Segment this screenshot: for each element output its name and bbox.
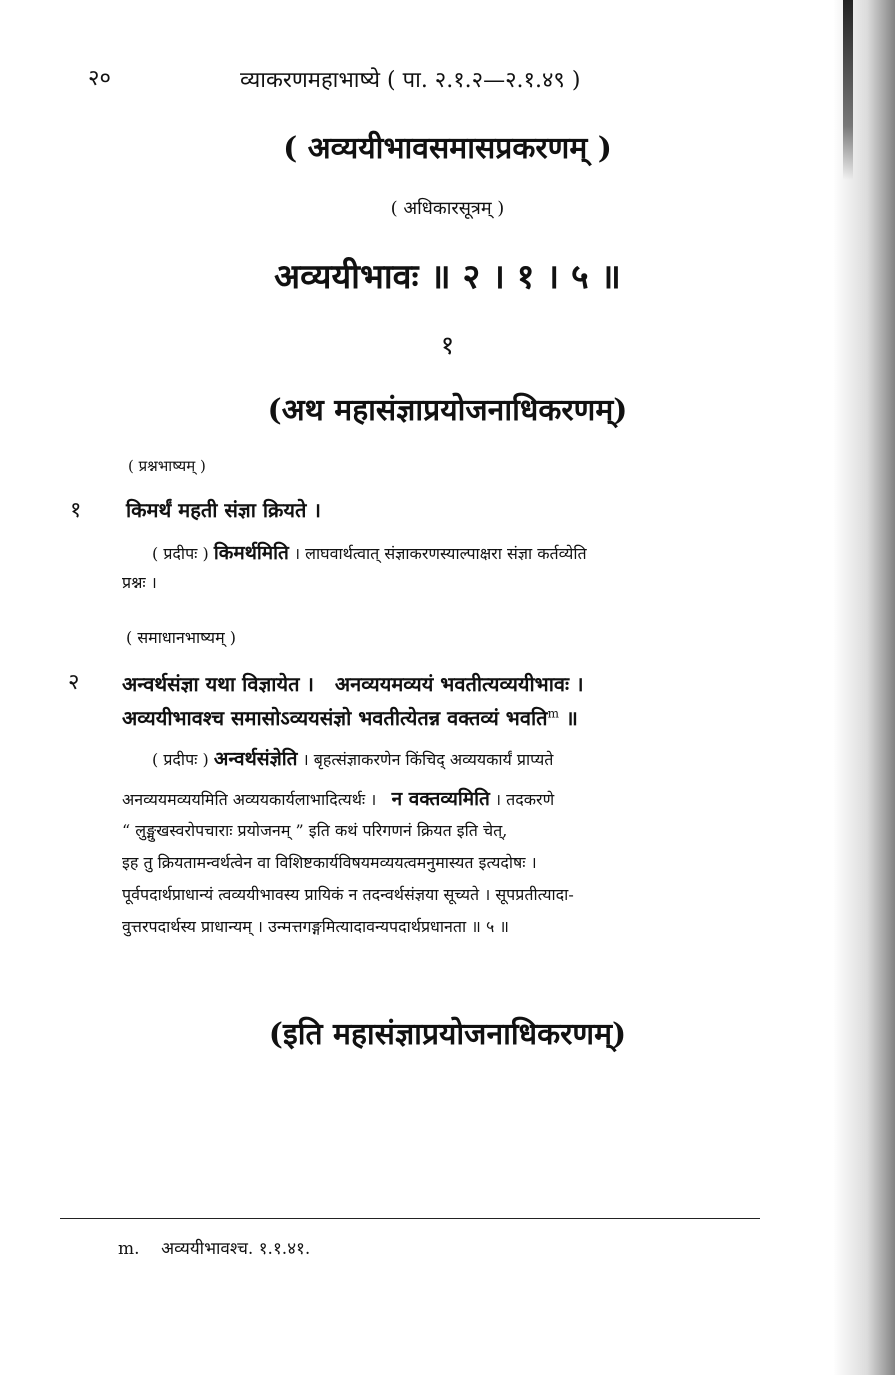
- pradipa-text: अनव्ययमव्ययमिति अव्ययकार्यलाभादित्यर्थः ।: [122, 790, 377, 809]
- pradipa-lemma: न वक्तव्यमिति: [391, 788, 490, 810]
- footnote: [118, 1236, 310, 1259]
- pradipa-label: ( प्रदीपः ): [152, 750, 209, 769]
- samadhana-bhashya-line-2: [122, 704, 578, 731]
- samadhana-pradipa-line-1: [152, 744, 772, 775]
- iti-title: (इति महासंज्ञाप्रयोजनाधिकरणम्): [268, 1017, 627, 1052]
- section-title: ( अव्ययीभावसमासप्रकरणम् ): [283, 131, 612, 166]
- samadhana-bhashya-line-1: अन्वर्थसंज्ञा यथा विज्ञायेत । अनव्ययमव्ययं भवतीत्यव्ययीभावः ।: [122, 672, 584, 696]
- prashna-label: ( प्रश्नभाष्यम् ): [128, 457, 206, 475]
- adhikarana-number: १: [440, 331, 455, 361]
- bhashya-text: अव्ययीभावश्च समासोऽव्ययसंज्ञो भवतीत्येतन्न वक्तव्यं भवति: [122, 706, 548, 730]
- pradipa-text: । तदकरणे: [494, 790, 555, 809]
- footnote-rule: [60, 1218, 760, 1219]
- footnote-text: अव्ययीभावश्च. १.१.४१.: [161, 1239, 311, 1259]
- pradipa-text: । लाघवार्थत्वात् संज्ञाकरणस्याल्पाक्षरा संज्ञा कर्तव्येति: [293, 544, 587, 563]
- prashna-pradipa-cont: प्रश्नः ।: [122, 573, 157, 592]
- samadhana-pradipa-line-2: [122, 784, 772, 815]
- running-title: व्याकरणमहाभाष्ये ( पा. २.१.२—२.१.४९ ): [240, 68, 581, 93]
- samadhana-pradipa-line-5: पूर्वपदार्थप्राधान्यं त्वव्ययीभावस्य प्रायिकं न तदन्वर्थसंज्ञया सूच्यते । सूपप्रतीत्यादा-: [122, 885, 574, 904]
- adhikara-label: ( अधिकारसूत्रम् ): [390, 198, 505, 219]
- pradipa-lemma: किमर्थमिति: [213, 542, 289, 564]
- samadhana-pradipa-line-3: “ लुङ्मुखस्वरोपचाराः प्रयोजनम् ” इति कथं परिगणनं क्रियत इति चेत्,: [122, 821, 508, 840]
- sutra-heading: अव्ययीभावः ॥ २ । १ । ५ ॥: [274, 257, 621, 297]
- samadhana-pradipa-line-4: इह तु क्रियतामन्वर्थत्वेन वा विशिष्टकार्यविषयमव्ययत्वमनुमास्यत इत्यदोषः ।: [122, 853, 537, 872]
- prashna-bhashya: किमर्थं महती संज्ञा क्रियते ।: [126, 498, 321, 522]
- bhashya-end: ॥: [558, 706, 578, 730]
- paragraph-number: १: [70, 498, 82, 523]
- pradipa-text: । बृहत्संज्ञाकरणेन किंचिद् अव्ययकार्यं प्राप्यते: [302, 750, 554, 769]
- paragraph-number: २: [68, 670, 80, 695]
- footnote-mark: m: [547, 706, 559, 721]
- footnote-mark: m.: [118, 1239, 140, 1259]
- pradipa-lemma: अन्वर्थसंज्ञेति: [213, 748, 298, 770]
- prashna-pradipa: [152, 538, 772, 569]
- page-number: २०: [88, 66, 111, 91]
- samadhana-label: ( समाधानभाष्यम् ): [126, 628, 236, 647]
- pradipa-label: ( प्रदीपः ): [152, 544, 209, 563]
- adhikarana-title: (अथ महासंज्ञाप्रयोजनाधिकरणम्): [267, 393, 628, 428]
- samadhana-pradipa-line-6: वुत्तरपदार्थस्य प्राधान्यम् । उन्मत्तगङ्गमित्यादावन्यपदार्थप्रधानता ॥ ५ ॥: [122, 917, 509, 936]
